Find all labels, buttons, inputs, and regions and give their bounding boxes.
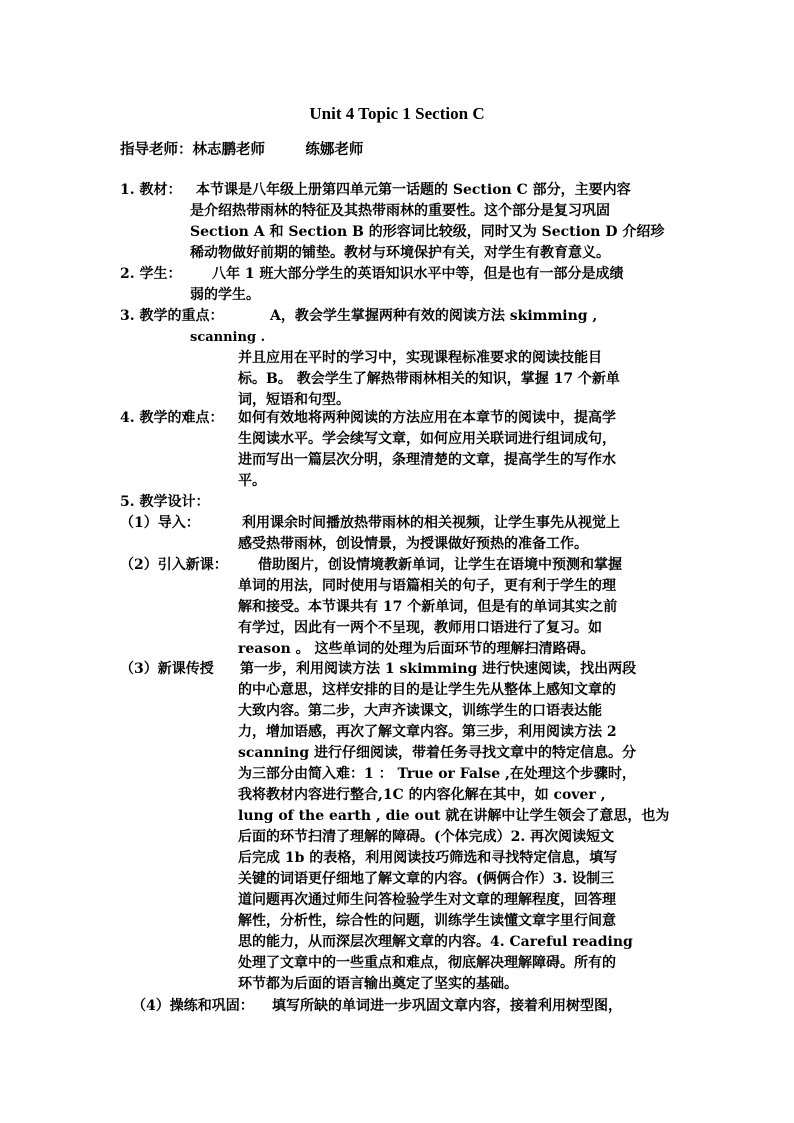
text-line: reason 。 这些单词的处理为后面环节的理解扫清路碍。 <box>238 641 595 657</box>
step-body <box>238 659 678 995</box>
text-line: 生阅读水平。学会续写文章，如何应用关联词进行组词成句， <box>238 431 616 447</box>
text-line: 利用课余时间播放热带雨林的相关视频，让学生事先从视觉上 <box>242 515 620 531</box>
text-line: 是介绍热带雨林的特征及其热带雨林的重要性。这个部分是复习巩固 <box>190 203 610 219</box>
text-line: 如何有效地将两种阅读的方法应用在本章节的阅读中，提高学 <box>238 410 616 426</box>
text-line: 的中心意思，这样安排的目的是让学生先从整体上感知文章的 <box>238 682 616 698</box>
section-label: 1. 教材： <box>120 182 182 198</box>
text-line: 本节课是八年级上册第四单元第一话题的 Section C 部分，主要内容 <box>196 182 631 198</box>
section-label: 5. 教学设计： <box>120 494 210 510</box>
section-body <box>190 306 670 411</box>
text-line: 感受热带雨林，创设情景，为授课做好预热的准备工作。 <box>238 536 588 552</box>
text-line: 第一步，利用阅读方法 1 skimming 进行快速阅读，找出两段 <box>240 661 637 677</box>
teachers-line: 指导老师：林志鹏老师 练娜老师 <box>120 141 364 158</box>
section-label: 4. 教学的难点： <box>120 410 224 426</box>
text-line: 为三部分由简入难：1 ： True or False ,在处理这个步骤时， <box>238 766 636 782</box>
text-line: lung of the earth , die out 就在讲解中让学生领会了意思，也为 <box>238 808 670 824</box>
section-body <box>190 264 670 306</box>
section-body <box>190 180 670 264</box>
text-line: 单词的用法，同时使用与语篇相关的句子，更有利于学生的理 <box>238 578 616 594</box>
step-label: （2）引入新课： <box>120 557 228 573</box>
text-line: 道问题再次通过师生问答检验学生对文章的理解程度，回答理 <box>238 892 616 908</box>
document-title: Unit 4 Topic 1 Section C <box>309 104 485 123</box>
text-line: Section A 和 Section B 的形容词比较级，同时又为 Section D 介绍珍 <box>190 224 665 240</box>
step-body <box>238 555 678 660</box>
step-label: （1）导入： <box>120 515 200 531</box>
text-line: 八年 1 班大部分学生的英语知识水平中等，但是也有一部分是成绩 <box>212 266 624 282</box>
step-body <box>272 996 692 1017</box>
text-line: 我将教材内容进行整合,1C 的内容化解在其中，如 cover , <box>238 787 606 803</box>
text-line: 环节都为后面的语言输出奠定了坚实的基础。 <box>238 976 518 992</box>
text-line: 后面的环节扫清了理解的障碍。(个体完成）2. 再次阅读短文 <box>238 829 615 845</box>
text-line: 并且应用在平时的学习中，实现课程标准要求的阅读技能目 <box>238 350 602 366</box>
text-line: 解和接受。本节课共有 17 个新单词，但是有的单词其实之前 <box>238 599 618 615</box>
text-line: 后完成 1b 的表格，利用阅读技巧筛选和寻找特定信息，填写 <box>238 850 618 866</box>
text-line: scanning 进行仔细阅读，带着任务寻找文章中的特定信息。分 <box>238 745 636 761</box>
section-body <box>238 408 678 492</box>
step-label: （3）新课传授 <box>120 661 214 677</box>
section-label: 2. 学生： <box>120 266 182 282</box>
section-label: 3. 教学的重点： <box>120 308 224 324</box>
text-line: 解性，分析性，综合性的问题，训练学生读懂文章字里行间意 <box>238 913 616 929</box>
text-line: 思的能力，从而深层次理解文章的内容。4. Careful reading <box>238 934 633 950</box>
text-line: scanning . <box>190 330 266 345</box>
text-line: 词，短语和句型。 <box>238 392 350 408</box>
text-line: 平。 <box>238 473 266 489</box>
text-line: 标。B。 教会学生了解热带雨林相关的知识，掌握 17 个新单 <box>238 371 620 387</box>
text-line: 填写所缺的单词进一步巩固文章内容，接着利用树型图， <box>272 998 622 1014</box>
text-line: 有学过，因此有一两个不呈现，教师用口语进行了复习。如 <box>238 620 602 636</box>
text-line: 借助图片，创设情境教新单词，让学生在语境中预测和掌握 <box>258 557 622 573</box>
text-line: 处理了文章中的一些重点和难点，彻底解决理解障碍。所有的 <box>238 955 616 971</box>
text-line: 力，增加语感，再次了解文章内容。第三步，利用阅读方法 2 <box>238 724 617 740</box>
step-label: （4）操练和巩固： <box>132 998 254 1014</box>
text-line: 关键的词语更仔细地了解文章的内容。(俩俩合作）3. 设制三 <box>238 871 615 887</box>
text-line: 进而写出一篇层次分明，条理清楚的文章，提高学生的写作水 <box>238 452 616 468</box>
text-line: 大致内容。第二步，大声齐读课文，训练学生的口语表达能 <box>238 703 602 719</box>
text-line: A，教会学生掌握两种有效的阅读方法 skimming , <box>270 308 598 324</box>
step-body <box>238 513 678 555</box>
text-line: 稀动物做好前期的铺垫。教材与环境保护有关，对学生有教育意义。 <box>190 245 610 261</box>
text-line: 弱的学生。 <box>190 287 260 303</box>
